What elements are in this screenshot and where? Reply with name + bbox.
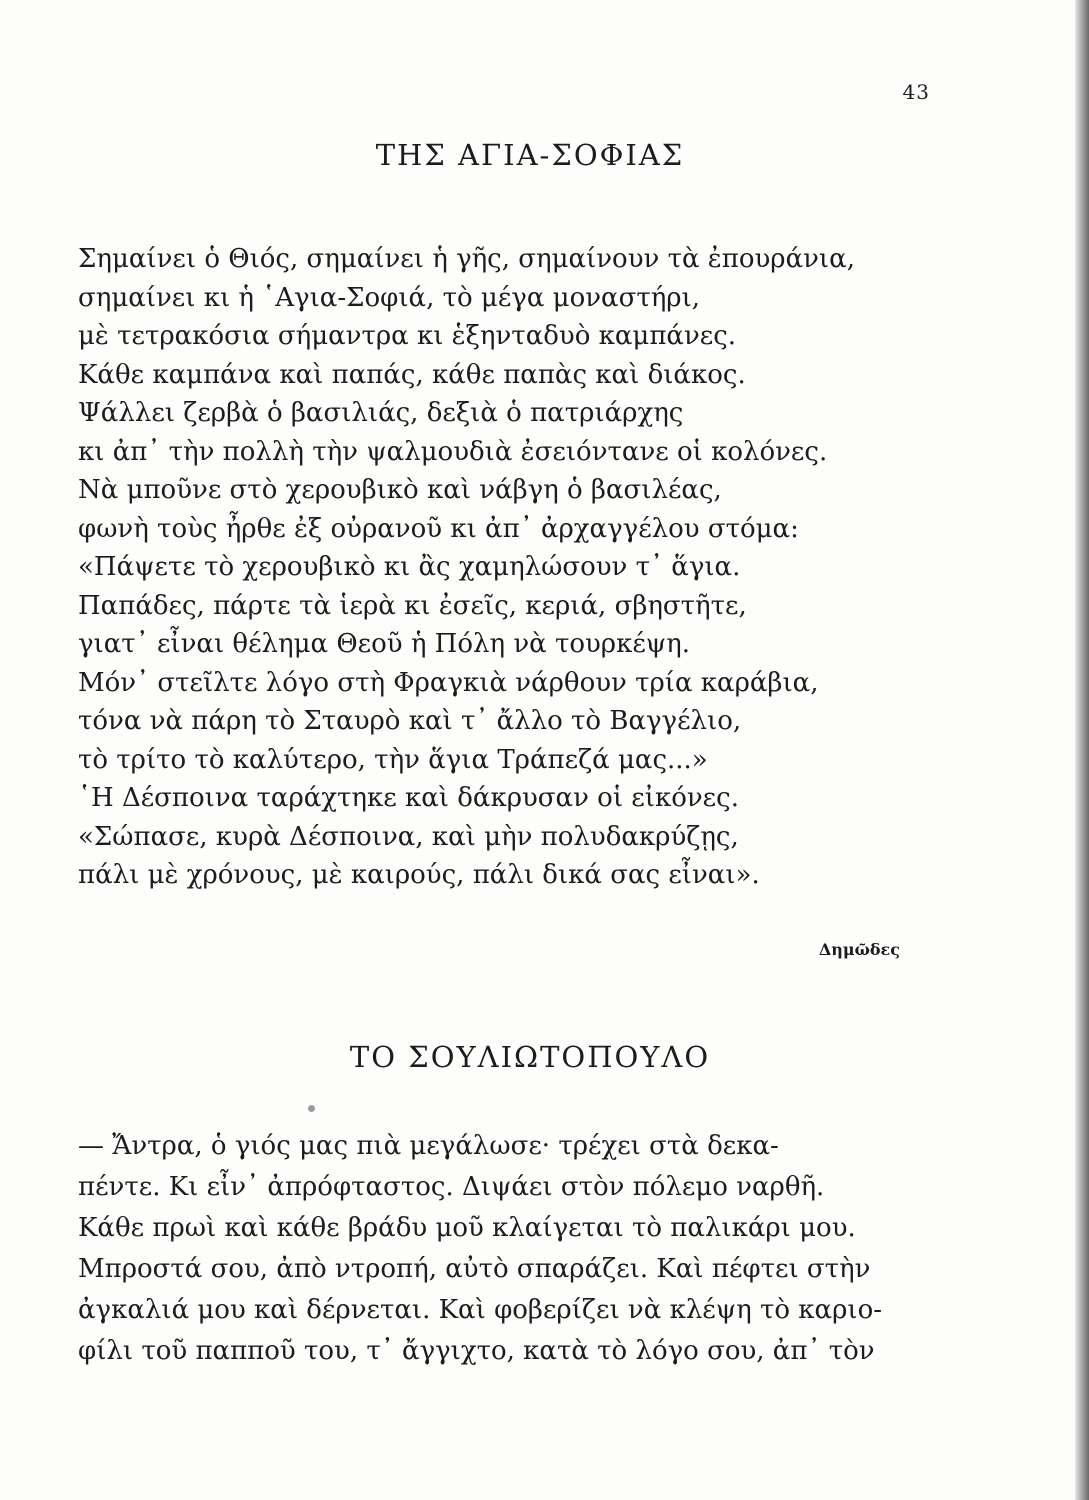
poem-line: σημαίνει κι ἡ ῾Αγια-Σοφιά, τὸ μέγα μοναστήρι, xyxy=(78,282,701,313)
page-number: 43 xyxy=(902,80,930,104)
poem-line: μὲ τετρακόσια σήμαντρα κι ἑξηνταδυὸ καμπάνες. xyxy=(78,321,737,351)
poem-line: «Πάψετε τὸ χερουβικὸ κι ἂς χαμηλώσουν τ᾽ ἅγια. xyxy=(78,552,741,582)
poem-line: γιατ᾽ εἶναι θέλημα Θεοῦ ἡ Πόλη νὰ τουρκέψη. xyxy=(78,629,691,659)
poem-line: Παπάδες, πάρτε τὰ ἱερὰ κι ἐσεῖς, κεριά, σβηστῆτε, xyxy=(78,590,747,621)
poem-line: Κάθε καμπάνα καὶ παπάς, κάθε παπὰς καὶ διάκος. xyxy=(78,359,746,390)
poem-line: Ψάλλει ζερβὰ ὁ βασιλιάς, δεξιὰ ὁ πατριάρχης xyxy=(78,398,684,428)
poem-line: Μόν᾽ στεῖλτε λόγο στὴ Φραγκιὰ νάρθουν τρία καράβια, xyxy=(78,667,819,698)
poem-line: κι ἀπ᾽ τὴν πολλὴ τὴν ψαλμουδιὰ ἐσειόντανε οἱ κολόνες. xyxy=(78,436,828,467)
poem-line: Νὰ μποῦνε στὸ χερουβικὸ καὶ νάβγη ὁ βασιλέας, xyxy=(78,475,722,505)
poem-attribution: Δημῶδες xyxy=(818,940,900,959)
poem-line: φωνὴ τοὺς ἦρθε ἐξ οὐρανοῦ κι ἀπ᾽ ἀρχαγγέλου στόμα: xyxy=(78,513,799,544)
poem-line: Σημαίνει ὁ Θιός, σημαίνει ἡ γῆς, σημαίνουν τὰ ἐπουράνια, xyxy=(78,244,855,274)
poem-title: ΤΗΣ ΑΓΙΑ-ΣΟΦΙΑΣ xyxy=(375,138,685,172)
story-line: πέντε. Κι εἶν᾽ ἀπρόφταστος. Διψάει στὸν πόλεμο ναρθῆ. xyxy=(78,1172,825,1202)
story-title: ΤΟ ΣΟΥΛΙΩΤΟΠΟΥΛΟ xyxy=(349,1040,711,1074)
story-line: φίλι τοῦ παπποῦ του, τ᾽ ἄγγιχτο, κατὰ τὸ λόγο σου, ἀπ᾽ τὸν xyxy=(78,1336,875,1366)
poem-line: πάλι μὲ χρόνους, μὲ καιρούς, πάλι δικά σας εἶναι». xyxy=(78,860,760,890)
poem-line: ῾Η Δέσποινα ταράχτηκε καὶ δάκρυσαν οἱ εἰκόνες. xyxy=(78,783,739,813)
story-line: Κάθε πρωὶ καὶ κάθε βράδυ μοῦ κλαίγεται τὸ παλικάρι μου. xyxy=(78,1213,856,1243)
story-line: ἀγκαλιά μου καὶ δέρνεται. Καὶ φοβερίζει νὰ κλέψη τὸ καριο- xyxy=(78,1295,883,1325)
story-line: — Ἄντρα, ὁ γιός μας πιὰ μεγάλωσε· τρέχει στὰ δεκα- xyxy=(78,1131,779,1161)
poem-line: τὸ τρίτο τὸ καλύτερο, τὴν ἅγια Τράπεζά μας...» xyxy=(78,744,708,775)
poem-body xyxy=(78,240,958,895)
story-body xyxy=(78,1126,958,1372)
ink-speck xyxy=(308,1105,315,1112)
story-line: Μπροστά σου, ἀπὸ ντροπή, αὐτὸ σπαράζει. Καὶ πέφτει στὴν xyxy=(78,1254,871,1284)
scan-edge-shadow xyxy=(1075,0,1089,1500)
poem-line: τόνα νὰ πάρη τὸ Σταυρὸ καὶ τ᾽ ἄλλο τὸ Βαγγέλιο, xyxy=(78,706,742,736)
poem-line: «Σώπασε, κυρὰ Δέσποινα, καὶ μὴν πολυδακρύζῃς, xyxy=(78,821,739,852)
